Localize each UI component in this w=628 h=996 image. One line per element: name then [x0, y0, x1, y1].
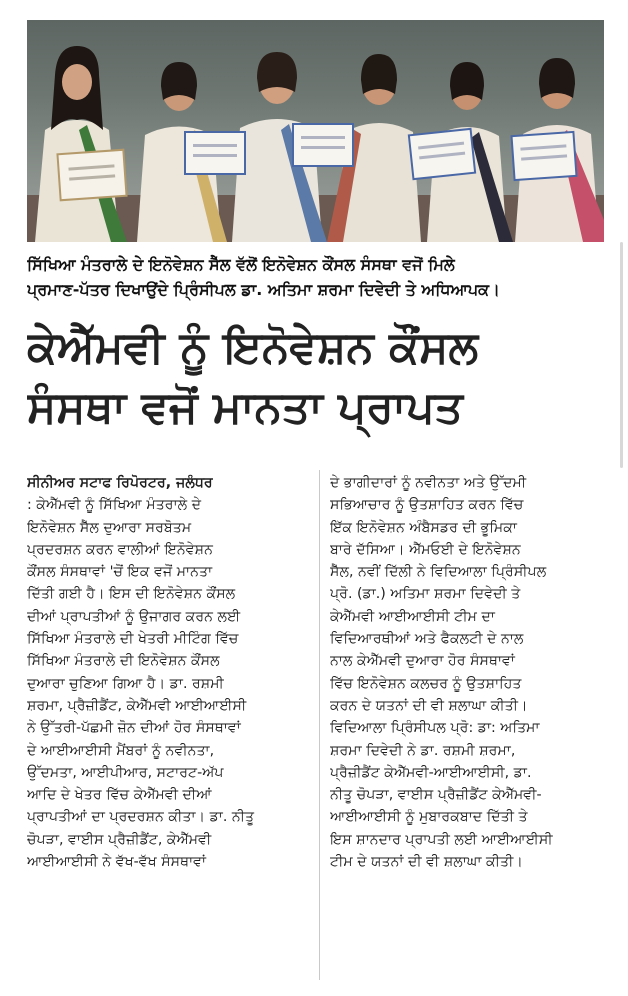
article-line: ਬਾਰੇ ਦੱਸਿਆ। ਐੱਮਓਈ ਦੇ ਇਨੋਵੇਸ਼ਨ [330, 541, 521, 558]
article-line: ਆਦਿ ਦੇ ਖੇਤਰ ਵਿੱਚ ਕੇਐੱਮਵੀ ਦੀਆਂ [27, 787, 212, 804]
article-line: : ਕੇਐੱਮਵੀ ਨੂੰ ਸਿੱਖਿਆ ਮੰਤਰਾਲੇ ਦੇ [27, 497, 202, 514]
article-column-right [330, 472, 613, 982]
article-line: ਪ੍ਰਦਰਸ਼ਨ ਕਰਨ ਵਾਲੀਆਂ ਇਨੋਵੇਸ਼ਨ [27, 541, 213, 558]
article-line: ਨੇ ਉੱਤਰੀ-ਪੱਛਮੀ ਜ਼ੋਨ ਦੀਆਂ ਹੋਰ ਸੰਸਥਾਵਾਂ [27, 720, 241, 737]
article-line: ਇੱਕ ਇਨੋਵੇਸ਼ਨ ਅੰਬੈਸਡਰ ਦੀ ਭੂਮਿਕਾ [330, 519, 517, 536]
article-line: ਕੇਐੱਮਵੀ ਆਈਆਈਸੀ ਟੀਮ ਦਾ [330, 608, 495, 625]
certificate-1 [57, 150, 126, 200]
article-line: ਸ਼ਰਮਾ, ਪ੍ਰੈਜ਼ੀਡੈਂਟ, ਕੇਐੱਮਵੀ ਆਈਆਈਸੀ [27, 697, 247, 714]
article-line: ਆਈਆਈਸੀ ਨੇ ਵੱਖ-ਵੱਖ ਸੰਸਥਾਵਾਂ [27, 854, 207, 871]
article-line: ਕੌਂਸਲ ਸੰਸਥਾਵਾਂ 'ਚੋਂ ਇਕ ਵਜੋਂ ਮਾਨਤਾ [27, 564, 213, 581]
certificate-4 [409, 129, 475, 179]
scrollbar[interactable] [620, 242, 623, 468]
article-line: ਦੇ ਭਾਗੀਦਾਰਾਂ ਨੂੰ ਨਵੀਨਤਾ ਅਤੇ ਉੱਦਮੀ [330, 475, 527, 491]
certificate-5 [512, 132, 577, 180]
article-line: ਪ੍ਰਾਪਤੀਆਂ ਦਾ ਪ੍ਰਦਰਸ਼ਨ ਕੀਤਾ। ਡਾ. ਨੀਤੂ [27, 809, 255, 826]
group-photo-illustration [27, 20, 604, 242]
article-line: ਆਈਆਈਸੀ ਨੂੰ ਮੁਬਾਰਕਬਾਦ ਦਿੱਤੀ ਤੇ [330, 809, 528, 826]
column-divider [319, 470, 320, 980]
article-line: ਸਿੱਖਿਆ ਮੰਤਰਾਲੇ ਦੀ ਇਨੋਵੇਸ਼ਨ ਕੌਂਸਲ [27, 653, 220, 670]
article-line: ਨੀਤੂ ਚੋਪੜਾ, ਵਾਈਸ ਪ੍ਰੈਜ਼ੀਡੈਂਟ ਕੇਐੱਮਵੀ- [330, 787, 542, 804]
article-line: ਦੀਆਂ ਪ੍ਰਾਪਤੀਆਂ ਨੂੰ ਉਜਾਗਰ ਕਰਨ ਲਈ [27, 608, 241, 625]
article-line: ਚੋਪੜਾ, ਵਾਈਸ ਪ੍ਰੈਜ਼ੀਡੈਂਟ, ਕੇਐੱਮਵੀ [27, 831, 212, 848]
certificate-2 [185, 132, 245, 174]
group-photo-image [27, 20, 604, 242]
person-1 [35, 46, 127, 242]
article-line: ਦੇ ਆਈਆਈਸੀ ਮੈਂਬਰਾਂ ਨੂੰ ਨਵੀਨਤਾ, [27, 742, 215, 759]
article-line: ਦਿੱਤੀ ਗਈ ਹੈ। ਇਸ ਦੀ ਇਨੋਵੇਸ਼ਨ ਕੌਂਸਲ [27, 586, 236, 603]
article-line: ਨਾਲ ਕੇਐੱਮਵੀ ਦੁਆਰਾ ਹੋਰ ਸੰਸਥਾਵਾਂ [330, 653, 515, 670]
headline [27, 318, 604, 438]
article-line: ਉੱਦਮਤਾ, ਆਈਪੀਆਰ, ਸਟਾਰਟ-ਅੱਪ [27, 764, 224, 781]
article-line: ਕਰਨ ਦੇ ਯਤਨਾਂ ਦੀ ਵੀ ਸ਼ਲਾਘਾ ਕੀਤੀ। [330, 697, 528, 714]
article-line: ਪ੍ਰੈਜ਼ੀਡੈਂਟ ਕੇਐੱਮਵੀ-ਆਈਆਈਸੀ, ਡਾ. [330, 764, 532, 781]
article-line: ਵਿਦਿਆਰਥੀਆਂ ਅਤੇ ਫੈਕਲਟੀ ਦੇ ਨਾਲ [330, 631, 524, 648]
article-column-left [27, 472, 310, 982]
byline: ਸੀਨੀਅਰ ਸਟਾਫ ਰਿਪੋਰਟਰ, ਜਲੰਧਰ [27, 475, 213, 491]
article-line: ਟੀਮ ਦੇ ਯਤਨਾਂ ਦੀ ਵੀ ਸ਼ਲਾਘਾ ਕੀਤੀ। [330, 854, 523, 871]
headline-line: ਸੰਸਥਾ ਵਜੋਂ ਮਾਨਤਾ ਪ੍ਰਾਪਤ [27, 382, 463, 433]
article-line: ਸੈੱਲ, ਨਵੀਂ ਦਿੱਲੀ ਨੇ ਵਿਦਿਆਲਾ ਪ੍ਰਿੰਸੀਪਲ [330, 564, 547, 581]
article-line: ਸਿੱਖਿਆ ਮੰਤਰਾਲੇ ਦੀ ਖੇਤਰੀ ਮੀਟਿੰਗ ਵਿੱਚ [27, 631, 239, 648]
article-line: ਵਿੱਚ ਇਨੋਵੇਸ਼ਨ ਕਲਚਰ ਨੂੰ ਉਤਸ਼ਾਹਿਤ [330, 675, 522, 692]
article-line: ਦੁਆਰਾ ਚੁਣਿਆ ਗਿਆ ਹੈ। ਡਾ. ਰਸ਼ਮੀ [27, 675, 224, 692]
article-line: ਸ਼ਰਮਾ ਦਿਵੇਦੀ ਨੇ ਡਾ. ਰਸ਼ਮੀ ਸ਼ਰਮਾ, [330, 742, 516, 759]
article-line: ਇਸ ਸ਼ਾਨਦਾਰ ਪ੍ਰਾਪਤੀ ਲਈ ਆਈਆਈਸੀ [330, 831, 553, 848]
article-line: ਵਿਦਿਆਲਾ ਪ੍ਰਿੰਸੀਪਲ ਪ੍ਰੋ: ਡਾ: ਅਤਿਮਾ [330, 720, 540, 737]
article-line: ਇਨੋਵੇਸ਼ਨ ਸੈੱਲ ਦੁਆਰਾ ਸਰਬੋਤਮ [27, 519, 192, 536]
headline-line: ਕੇਐੱਮਵੀ ਨੂੰ ਇਨੋਵੇਸ਼ਨ ਕੌਂਸਲ [27, 322, 479, 373]
caption-line: ਸਿੱਖਿਆ ਮੰਤਰਾਲੇ ਦੇ ਇਨੋਵੇਸ਼ਨ ਸੈੱਲ ਵੱਲੋਂ ਇਨੋਵੇਸ਼ਨ ਕੌਂਸਲ ਸੰਸਥਾ ਵਜੋਂ ਮਿਲੇ [27, 255, 455, 274]
caption-line: ਪ੍ਰਮਾਣ-ਪੱਤਰ ਦਿਖਾਉਂਦੇ ਪ੍ਰਿੰਸੀਪਲ ਡਾ. ਅਤਿਮਾ ਸ਼ਰਮਾ ਦਿਵੇਦੀ ਤੇ ਅਧਿਆਪਕ। [27, 280, 500, 299]
article-line: ਪ੍ਰੋ. (ਡਾ.) ਅਤਿਮਾ ਸ਼ਰਮਾ ਦਿਵੇਦੀ ਤੇ [330, 586, 521, 603]
article-line: ਸਭਿਆਚਾਰ ਨੂੰ ਉਤਸ਼ਾਹਿਤ ਕਰਨ ਵਿੱਚ [330, 497, 524, 514]
photo-caption [27, 252, 604, 302]
certificate-3 [293, 124, 353, 166]
